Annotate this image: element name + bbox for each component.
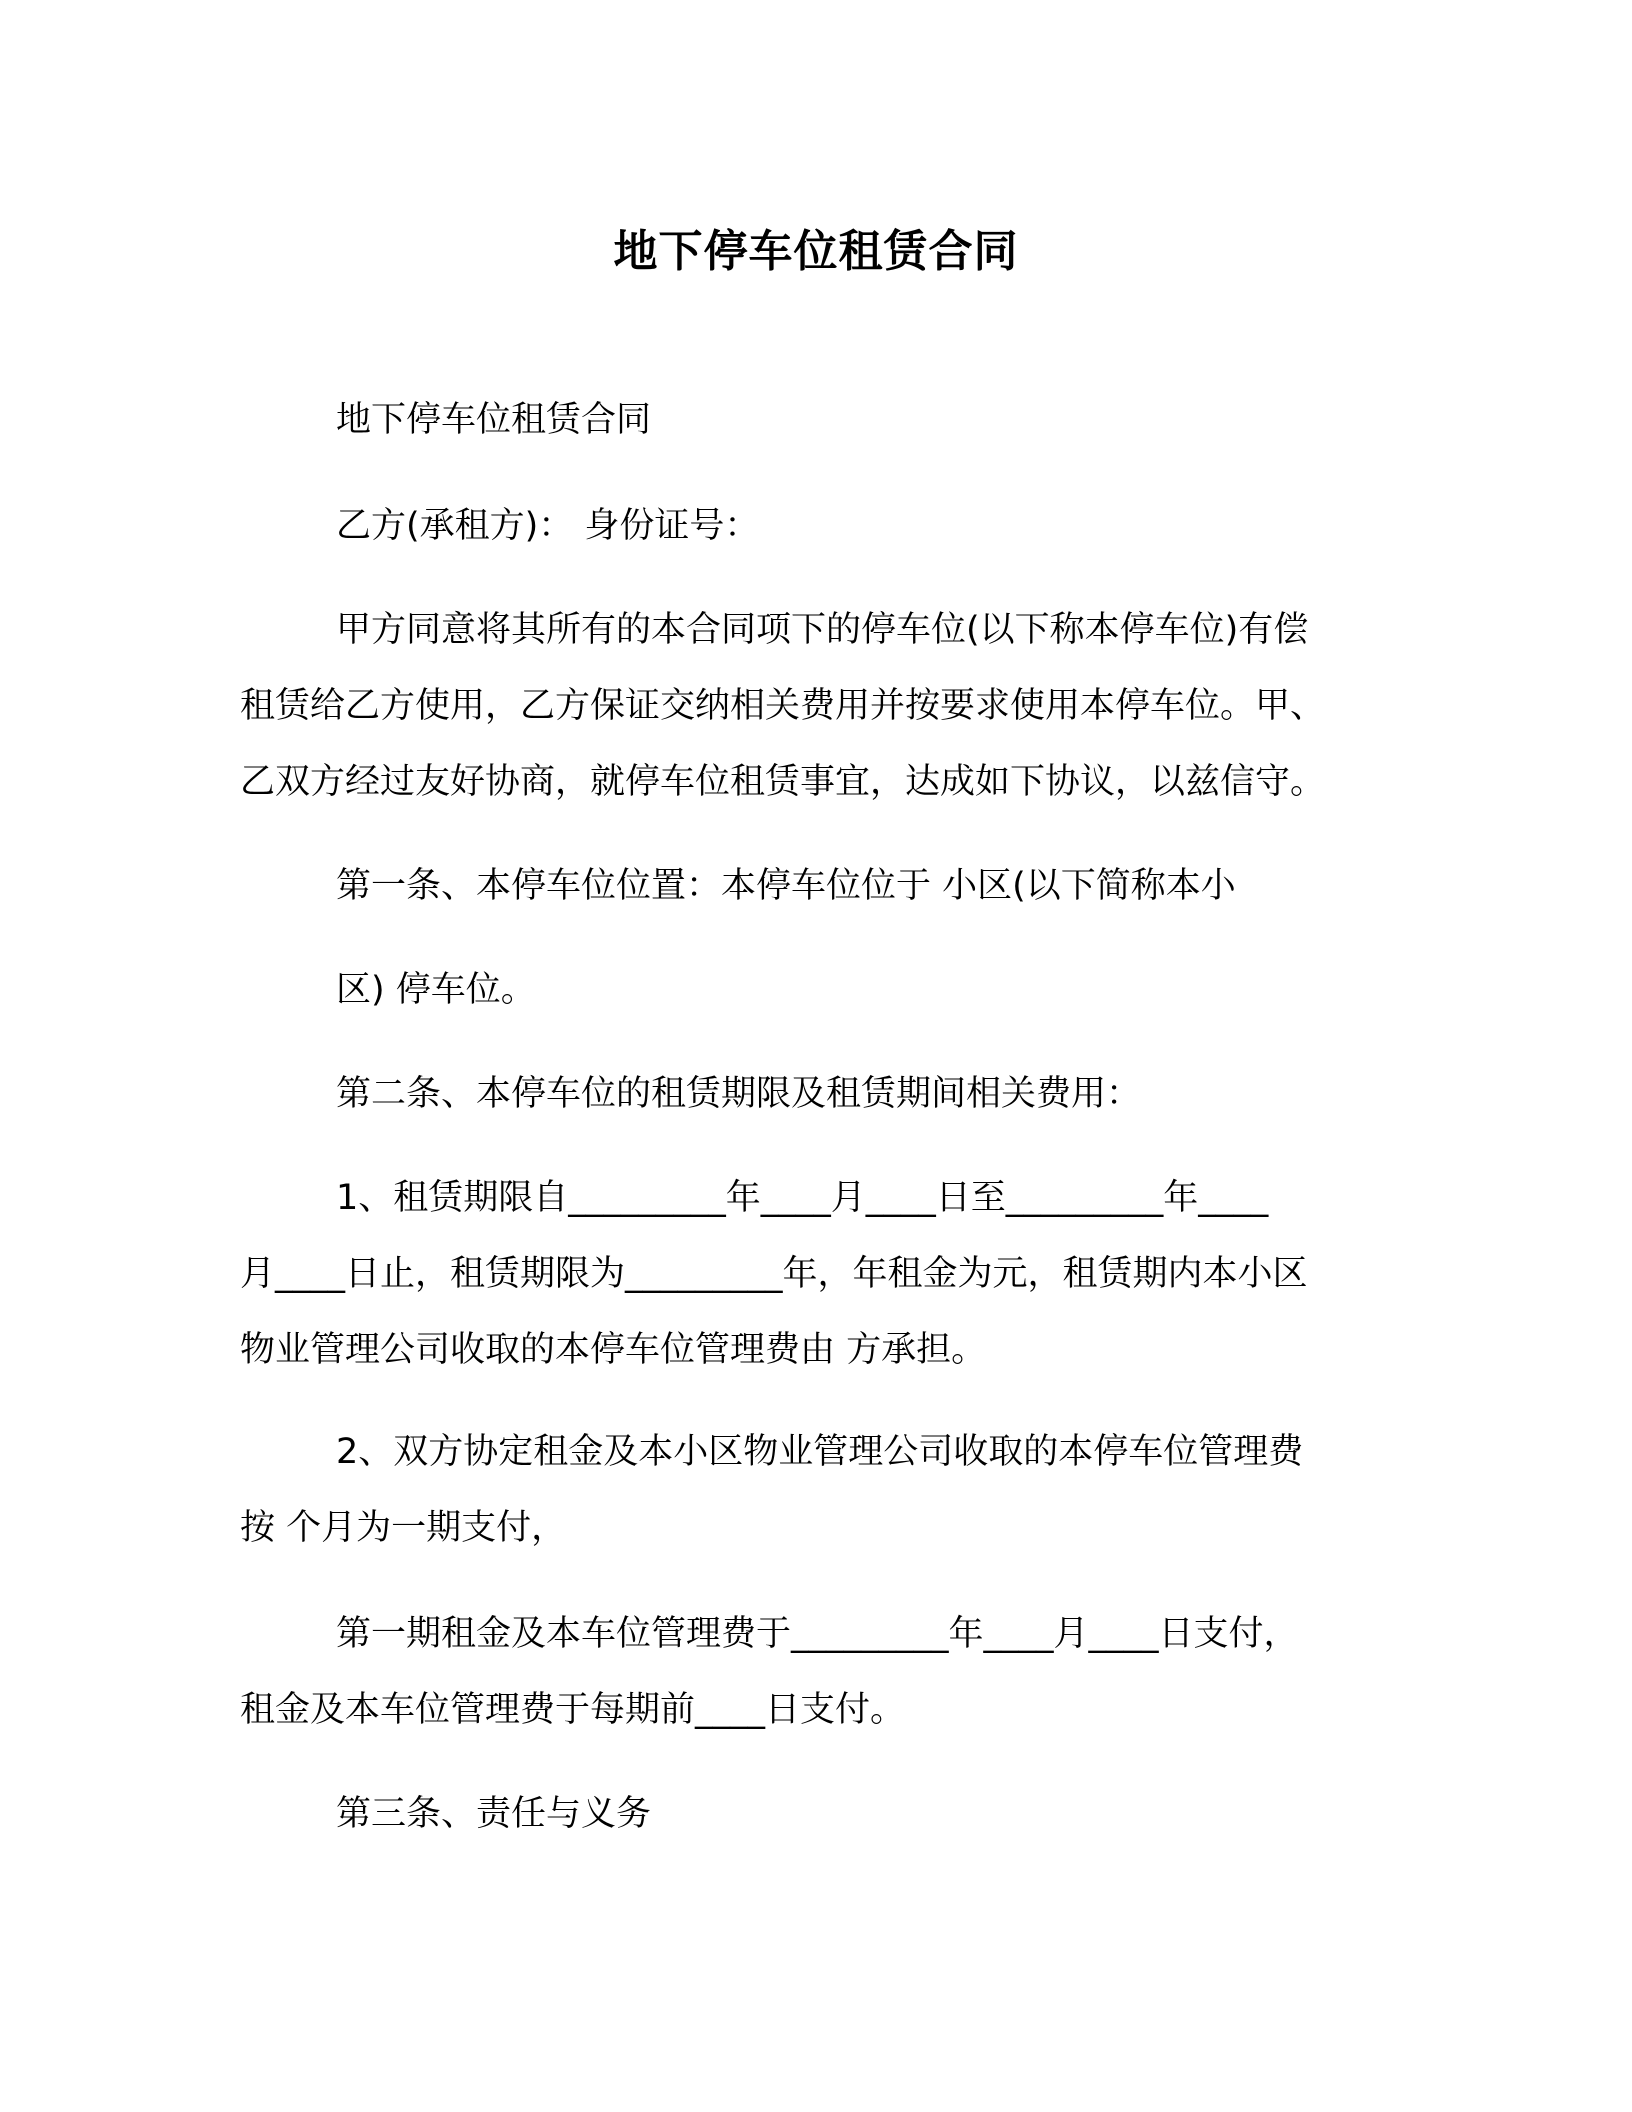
text-line: 按 个月为一期支付，: [240, 1508, 567, 1548]
document-title: 地下停车位租赁合同: [613, 226, 1019, 277]
paragraph-preamble: [240, 592, 1325, 820]
text-line: 甲方同意将其所有的本合同项下的停车位(以下称本停车位)有偿: [336, 610, 1309, 650]
text-line: 月____日止，租赁期限为_________年，年租金为元，租赁期内本小区: [240, 1254, 1308, 1294]
text-line: 第三条、责任与义务: [336, 1794, 652, 1834]
paragraph-article-1: [336, 848, 1236, 924]
text-line: 第一条、本停车位位置：本停车位位于 小区(以下简称本小: [336, 866, 1236, 906]
paragraph-clause-1: [240, 1160, 1308, 1388]
text-line: 地下停车位租赁合同: [336, 400, 652, 440]
text-line: 乙双方经过友好协商，就停车位租赁事宜，达成如下协议，以兹信守。: [240, 762, 1326, 802]
paragraph-payment-schedule: [240, 1596, 1299, 1748]
paragraph-subtitle: [336, 382, 651, 458]
text-line: 第二条、本停车位的租赁期限及租赁期间相关费用：: [336, 1074, 1142, 1114]
paragraph-article-2: [336, 1056, 1141, 1132]
text-line: 第一期租金及本车位管理费于_________年____月____日支付，: [336, 1614, 1299, 1654]
text-line: 乙方(承租方)： 身份证号：: [336, 506, 760, 546]
text-line: 区) 停车位。: [336, 970, 536, 1010]
text-line: 物业管理公司收取的本停车位管理费由 方承担。: [240, 1330, 987, 1370]
text-line: 1、租赁期限自_________年____月____日至_________年____: [336, 1178, 1269, 1218]
paragraph-article-1-cont: [336, 952, 536, 1028]
paragraph-clause-2: [240, 1414, 1303, 1566]
text-line: 租赁给乙方使用，乙方保证交纳相关费用并按要求使用本停车位。甲、: [240, 686, 1326, 726]
text-line: 2、双方协定租金及本小区物业管理公司收取的本停车位管理费: [336, 1432, 1304, 1472]
paragraph-lessee: [336, 488, 759, 564]
paragraph-article-3: [336, 1776, 651, 1852]
text-line: 租金及本车位管理费于每期前____日支付。: [240, 1690, 906, 1730]
